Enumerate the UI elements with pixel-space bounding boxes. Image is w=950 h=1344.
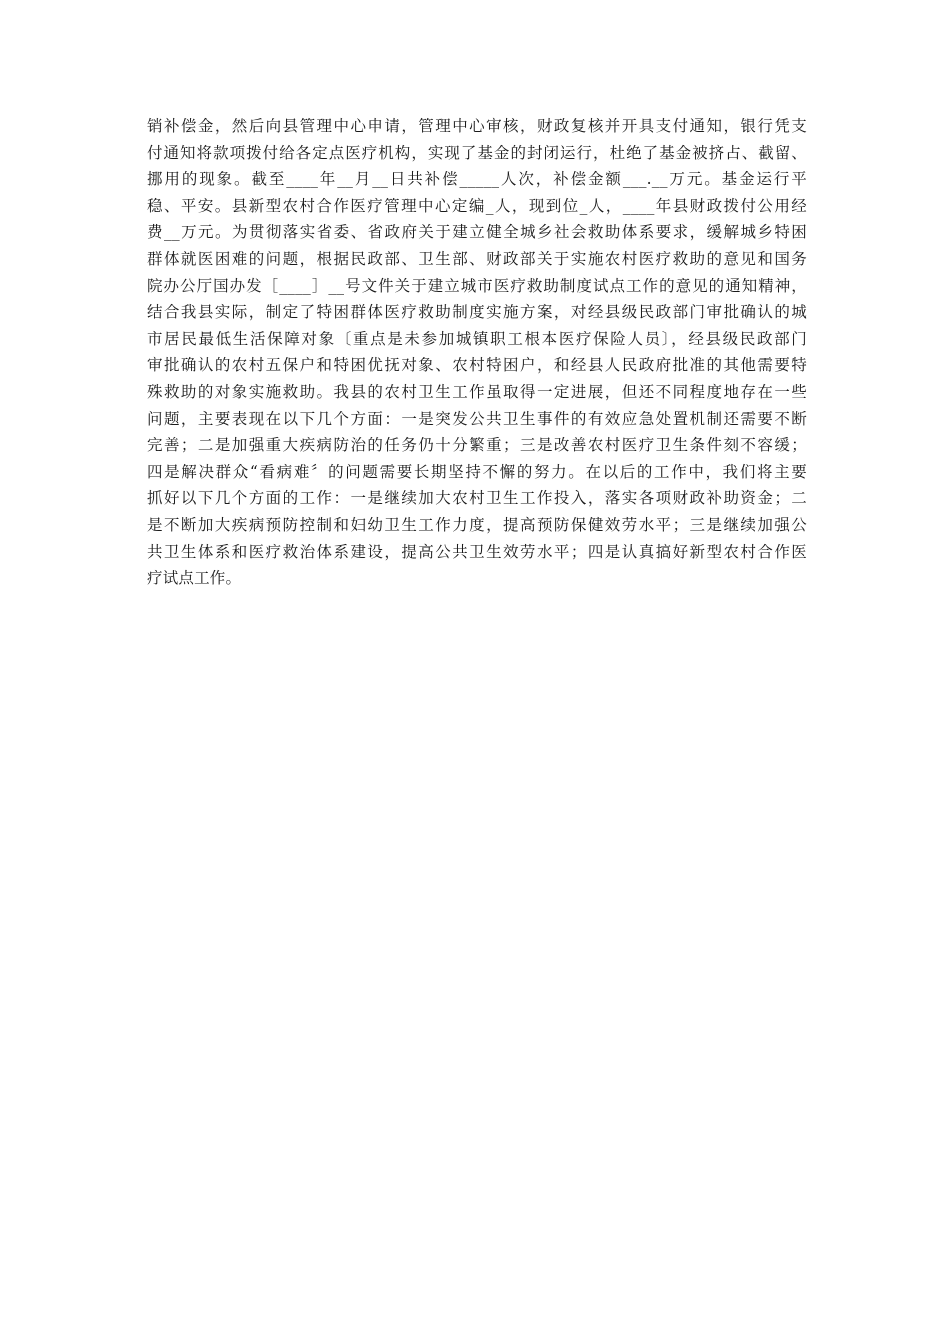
text-line: 问题，主要表现在以下几个方面：一是突发公共卫生事件的有效应急处置机制还需要不断 — [147, 409, 807, 428]
text-line: 费__万元。为贯彻落实省委、省政府关于建立健全城乡社会救助体系要求，缓解城乡特困 — [147, 223, 807, 242]
text-line: 挪用的现象。截至____年__月__日共补偿_____人次，补偿金额___.__万元。基金运行平 — [147, 170, 807, 189]
body-paragraph — [147, 113, 807, 592]
text-line: 殊救助的对象实施救助。我县的农村卫生工作虽取得一定进展，但还不同程度地存在一些 — [147, 382, 807, 401]
text-line: 完善；二是加强重大疾病防治的任务仍十分繁重；三是改善农村医疗卫生条件刻不容缓； — [147, 436, 807, 455]
text-line: 审批确认的农村五保户和特困优抚对象、农村特困户，和经县人民政府批准的其他需要特 — [147, 356, 807, 375]
text-line: 四是解决群众“看病难〞的问题需要长期坚持不懈的努力。在以后的工作中，我们将主要 — [147, 462, 807, 481]
text-line: 稳、平安。县新型农村合作医疗管理中心定编_人，现到位_人，____年县财政拨付公用经 — [147, 196, 807, 215]
text-line: 群体就医困难的问题，根据民政部、卫生部、财政部关于实施农村医疗救助的意见和国务 — [147, 249, 807, 268]
text-line: 疗试点工作。 — [147, 569, 242, 588]
text-line: 院办公厅国办发［____］__号文件关于建立城市医疗救助制度试点工作的意见的通知精神， — [147, 276, 807, 295]
text-line: 销补偿金，然后向县管理中心申请，管理中心审核，财政复核并开具支付通知，银行凭支 — [147, 117, 807, 135]
text-line: 市居民最低生活保障对象〔重点是未参加城镇职工根本医疗保险人员〕，经县级民政部门 — [147, 329, 807, 348]
text-line: 是不断加大疾病预防控制和妇幼卫生工作力度，提高预防保健效劳水平；三是继续加强公 — [147, 515, 807, 534]
text-line: 付通知将款项拨付给各定点医疗机构，实现了基金的封闭运行，杜绝了基金被挤占、截留、 — [147, 143, 807, 162]
text-line: 共卫生体系和医疗救治体系建设，提高公共卫生效劳水平；四是认真搞好新型农村合作医 — [147, 542, 807, 561]
text-line: 抓好以下几个方面的工作：一是继续加大农村卫生工作投入，落实各项财政补助资金；二 — [147, 489, 807, 508]
text-line: 结合我县实际，制定了特困群体医疗救助制度实施方案，对经县级民政部门审批确认的城 — [147, 303, 807, 322]
